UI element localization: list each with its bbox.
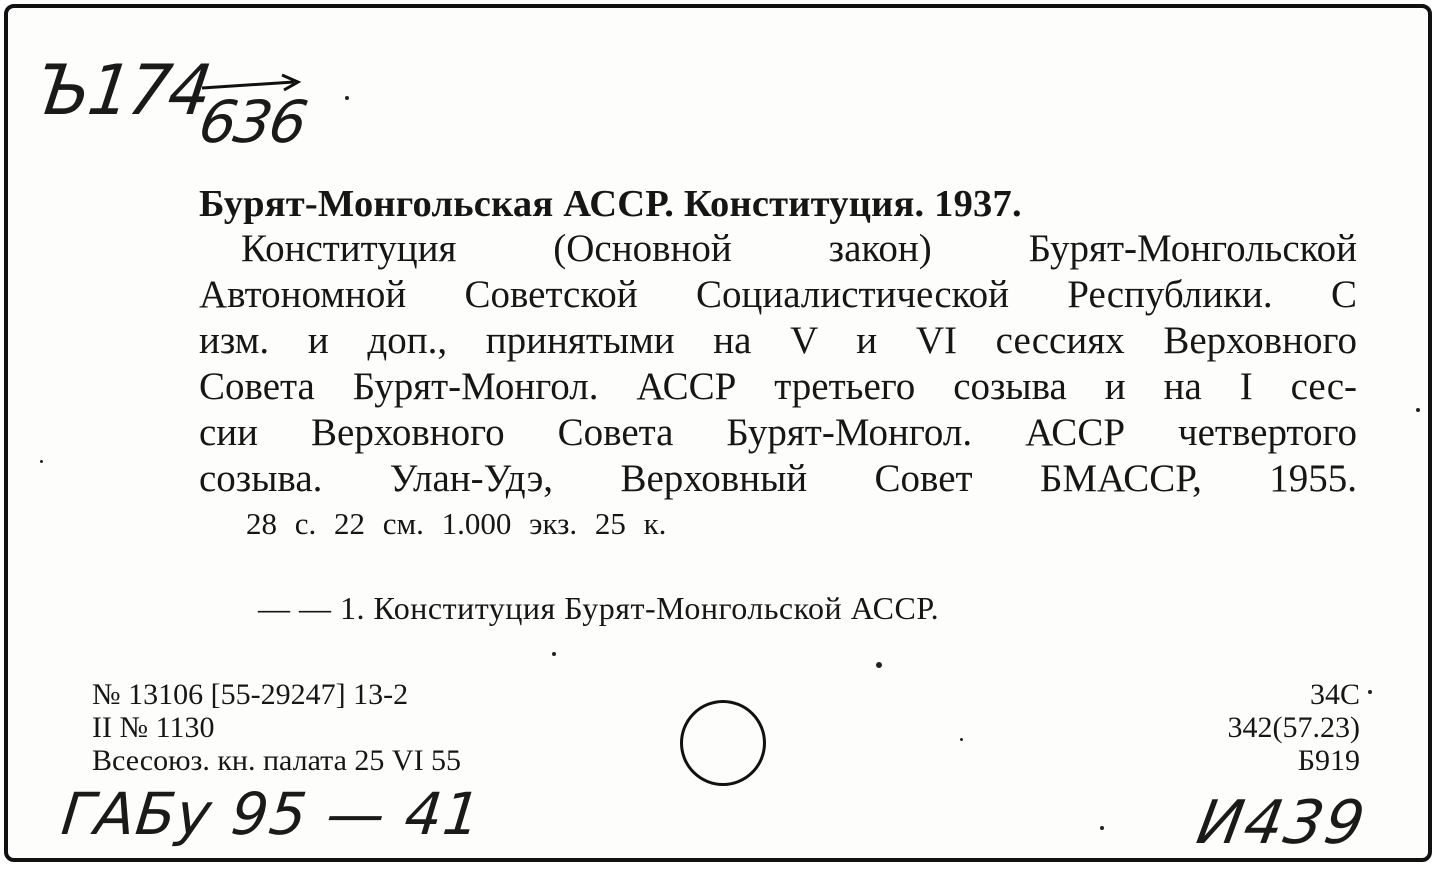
classification-block — [1228, 678, 1360, 777]
punch-hole — [680, 700, 766, 786]
description-line: Совета Бурят-Монгол. АССР третьего созыва и на I сес- — [199, 365, 1357, 408]
inventory-mark: И439 — [1191, 788, 1372, 858]
archive-mark: ГАБу 95 — 41 — [58, 780, 485, 848]
imprint-left-line: № 13106 [55-29247] 13-2 — [92, 678, 409, 711]
imprint-left-line: II № 1130 — [92, 711, 215, 744]
classification-line: 34С — [1309, 678, 1360, 711]
classification-line: 342(57.23) — [1227, 711, 1360, 744]
description-line: Конституция (Основной закон) Бурят-Монгольской — [241, 227, 1357, 270]
description-line: сии Верховного Совета Бурят-Монгол. АССР четвертого — [199, 411, 1357, 454]
classification-line: Б919 — [1297, 744, 1360, 777]
description-line: изм. и доп., принятыми на V и VI сессиях Верховного — [199, 319, 1357, 362]
shelf-mark-number: 636 — [194, 88, 311, 156]
scan-speck — [876, 662, 882, 668]
bibliographic-description — [199, 226, 1357, 502]
scan-speck — [1368, 690, 1372, 694]
imprint-left-line: Всесоюз. кн. палата 25 VI 55 — [92, 744, 462, 777]
scan-speck — [40, 460, 43, 463]
subject-tracing: — — 1. Конституция Бурят-Монгольской АССР. — [258, 590, 940, 626]
card-heading: Бурят-Монгольская АССР. Конституция. 1937. — [199, 183, 1022, 225]
scan-speck — [1416, 408, 1420, 412]
scan-speck — [1100, 826, 1104, 830]
collation-line: 28 с. 22 см. 1.000 экз. 25 к. — [246, 506, 667, 541]
description-line: Автономной Советской Социалистической Республики. С — [199, 273, 1357, 316]
scan-speck — [345, 96, 349, 100]
scan-speck — [552, 652, 556, 656]
description-line: созыва. Улан-Удэ, Верховный Совет БМАССР, 1955. — [199, 457, 1357, 500]
imprint-left-block — [92, 678, 461, 777]
scan-speck — [960, 738, 963, 741]
shelf-mark-prefix: Ъ174 — [30, 50, 215, 131]
